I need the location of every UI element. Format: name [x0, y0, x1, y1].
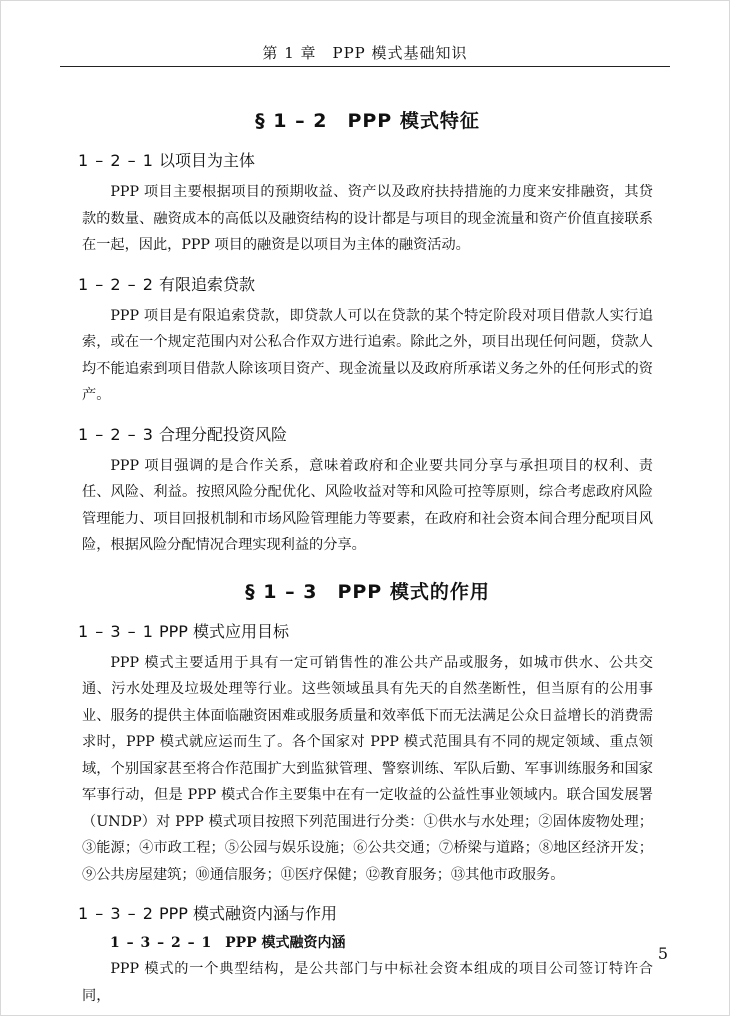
paragraph: PPP 项目强调的是合作关系，意味着政府和企业要共同分享与承担项目的权利、责任、风险、利益。按照风险分配优化、风险收益对等和风险可控等原则，综合考虑政府风险管理能力、项目回报机制和市场风险管理能力等要素，在政府和社会资本间合理分配项目风险，根据风险分配情况合理实现利益的分享。 [82, 457, 653, 553]
subsection-title: 以项目为主体 [158, 151, 255, 170]
paragraph: PPP 模式的一个典型结构，是公共部门与中标社会资本组成的项目公司签订特许合同， [82, 961, 653, 1004]
subsection-number: 1 – 3 – 1 [78, 621, 154, 641]
subsection-number: 1 – 2 – 2 [78, 274, 154, 294]
page-content [78, 88, 653, 1013]
subsection-heading [78, 620, 653, 644]
running-header [60, 40, 670, 67]
subsection-heading [78, 902, 653, 926]
page-number: 5 [657, 944, 668, 963]
paragraph: PPP 项目是有限追索贷款，即贷款人可以在贷款的某个特定阶段对项目借款人实行追索，或在一个规定范围内对公私合作双方进行追索。除此之外，项目出现任何问题，贷款人均不能追索到项目借款人除该项目资产、现金流量以及政府所承诺义务之外的任何形式的资产。 [82, 307, 653, 403]
subsubsection-heading [110, 932, 653, 954]
subsection-number: 1 – 2 – 1 [78, 151, 154, 170]
header-text: 第 1 章 PPP 模式基础知识 [262, 44, 468, 62]
subsubsection-number: 1 – 3 – 2 – 1 [110, 935, 213, 951]
section-title: § 1 – 3 PPP 模式的作用 [245, 580, 490, 603]
subsubsection-title: PPP 模式融资内涵 [225, 935, 346, 951]
paragraph: PPP 项目主要根据项目的预期收益、资产以及政府扶持措施的力度来安排融资，其贷款的数量、融资成本的高低以及融资结构的设计都是与项目的现金流量和资产价值直接联系在一起，因此，PPP 项目的融资是以项目为主体的融资活动。 [82, 184, 653, 253]
subsection-number: 1 – 2 – 3 [78, 424, 154, 444]
subsection-title: PPP 模式融资内涵与作用 [158, 904, 338, 923]
subsection-title: 有限追索贷款 [158, 274, 255, 294]
subsection-heading [78, 273, 653, 297]
subsection-title: 合理分配投资风险 [158, 424, 287, 444]
section-title: § 1 – 2 PPP 模式特征 [255, 110, 480, 132]
subsection-heading [78, 423, 653, 447]
subsection-number: 1 – 3 – 2 [78, 904, 154, 923]
paragraph: PPP 模式主要适用于具有一定可销售性的准公共产品或服务，如城市供水、公共交通、污水处理及垃圾处理等行业。这些领域虽具有先天的自然垄断性，但当原有的公用事业、服务的提供主体面临融资困难或服务质量和效率低下而无法满足公众日益增长的消费需求时，PPP 模式就应运而生了。各个国家对 PPP 模式范围具有不同的规定领域、重点领域，个别国家甚至将合作范围扩大到监狱管理、警察训练、军队后勤、军事训练服务和国家军事行动，但是 PPP 模式合作主要集中在有一定收益的公益性事业领域内。联合国发展署（UNDP）对 PPP 模式项目按照下列范围进行分类：①供水与水处理；②固体废物处理；③能源；④市政工程；⑤公园与娱乐设施；⑥公共交通；⑦桥梁与道路；⑧地区经济开发；⑨公共房屋建筑；⑩通信服务；⑪医疗保健；⑫教育服务；⑬其他市政服务。 [82, 654, 653, 883]
subsection-title: PPP 模式应用目标 [158, 621, 290, 641]
subsection-heading [78, 149, 653, 173]
